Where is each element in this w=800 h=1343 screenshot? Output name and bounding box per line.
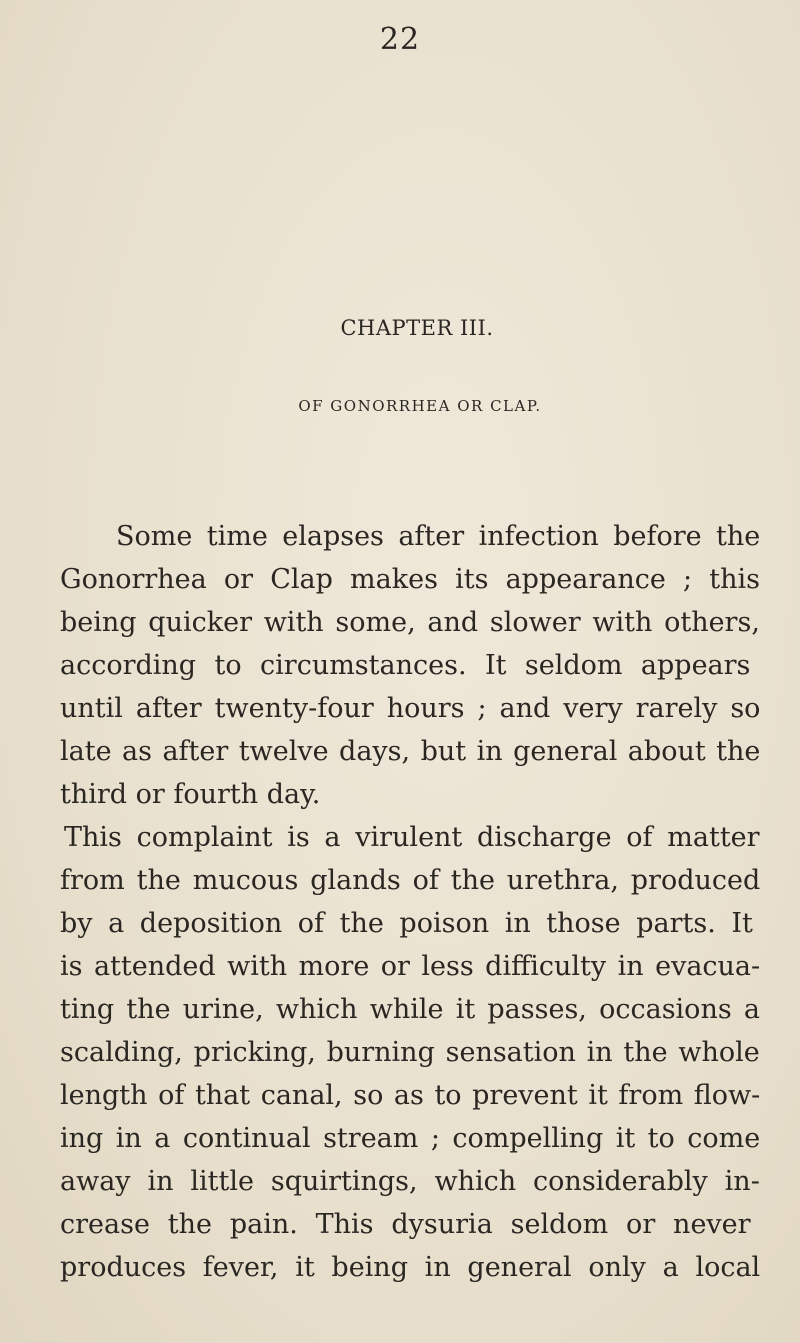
text-line: ing in a continual stream ; compelling it to come xyxy=(60,1123,761,1154)
text-line: away in little squirtings, which considerably in- xyxy=(60,1166,760,1197)
text-line: according to circumstances. It seldom appears xyxy=(60,650,751,681)
text-line: is attended with more or less difficulty in evacua- xyxy=(60,951,761,982)
text-line: length of that canal, so as to prevent it from flow- xyxy=(60,1080,761,1111)
text-line: scalding, pricking, burning sensation in the whole xyxy=(60,1037,760,1068)
page-number: 22 xyxy=(379,22,421,57)
text-line: by a deposition of the poison in those parts. It xyxy=(60,908,753,939)
text-line: being quicker with some, and slower with others, xyxy=(60,607,760,638)
chapter-heading: CHAPTER III. xyxy=(340,316,494,340)
text-line: ting the urine, which while it passes, occasions a xyxy=(60,994,760,1025)
text-line: Gonorrhea or Clap makes its appearance ; this xyxy=(60,564,760,595)
chapter-subtitle: OF GONORRHEA OR CLAP. xyxy=(298,397,542,415)
text-line: Some time elapses after infection before the xyxy=(116,521,761,552)
text-line: late as after twelve days, but in general about the xyxy=(60,736,761,767)
text-line: produces fever, it being in general only a local xyxy=(60,1252,761,1283)
text-line: third or fourth day. xyxy=(60,779,321,810)
text-line: until after twenty-four hours ; and very rarely so xyxy=(60,693,761,724)
text-line: This complaint is a virulent discharge of matter xyxy=(64,822,760,853)
text-line: crease the pain. This dysuria seldom or never xyxy=(60,1209,751,1240)
text-line: from the mucous glands of the urethra, produced xyxy=(60,865,761,896)
